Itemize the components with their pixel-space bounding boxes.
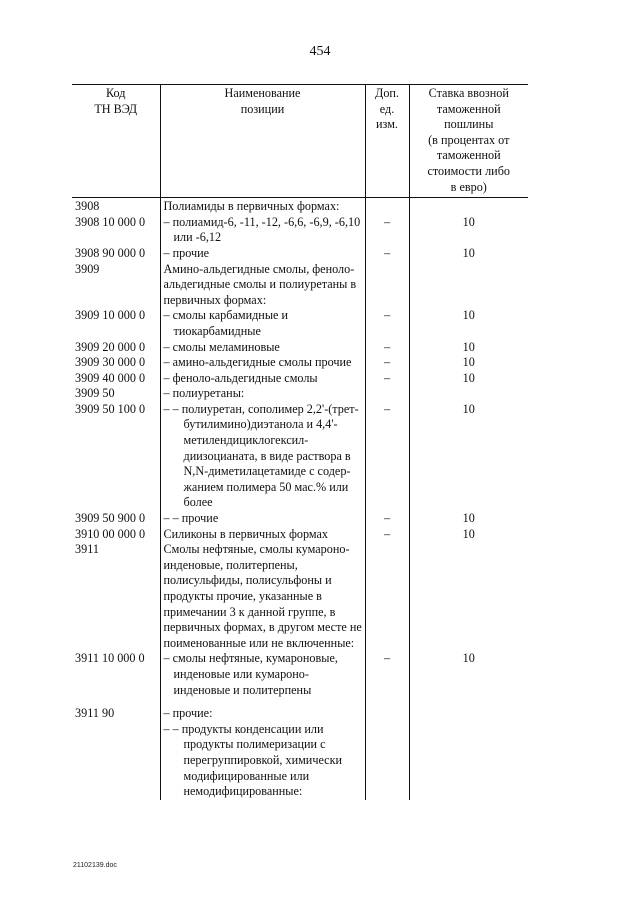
row-rate: 10 [409, 371, 528, 387]
table-row [72, 698, 528, 722]
row-rate: 10 [409, 355, 528, 371]
row-code: 3909 10 000 0 [75, 308, 146, 323]
header-rate-line: пошлины [444, 117, 494, 132]
row-name-cell [160, 402, 365, 511]
tariff-table [72, 84, 528, 800]
row-unit [365, 262, 409, 309]
row-unit: – [365, 511, 409, 527]
header-name [160, 85, 365, 198]
row-name: Силиконы в первичных формах [163, 526, 329, 541]
header-unit-line: Доп. [375, 86, 399, 100]
row-code: 3910 00 000 0 [75, 526, 146, 541]
row-rate: 10 [409, 215, 528, 246]
row-rate [409, 198, 528, 215]
row-name-cell [160, 262, 365, 309]
row-name-cell [160, 651, 365, 698]
row-name: – полиамид-6, -11, -12, -6,6, -6,9, -6,10 или -6,12 [163, 214, 361, 245]
row-rate [409, 542, 528, 651]
table-row [72, 722, 528, 800]
row-code: 3909 30 000 0 [75, 355, 146, 370]
row-name-cell [160, 698, 365, 722]
row-unit: – [365, 651, 409, 698]
row-name-cell [160, 542, 365, 651]
row-code: 3908 10 000 0 [75, 214, 146, 229]
row-code: 3909 [75, 261, 100, 276]
row-code: 3909 20 000 0 [75, 339, 146, 354]
table-row [72, 355, 528, 371]
row-rate [409, 698, 528, 722]
row-unit: – [365, 402, 409, 511]
header-unit [365, 85, 409, 198]
row-rate: 10 [409, 511, 528, 527]
header-rate-line: таможенной [436, 101, 501, 116]
table-row [72, 386, 528, 402]
row-unit: – [365, 355, 409, 371]
row-unit: – [365, 371, 409, 387]
row-code: 3911 10 000 0 [75, 651, 145, 666]
row-unit: – [365, 215, 409, 246]
footer-filename: 21102139.doc [73, 862, 117, 869]
row-rate: 10 [409, 651, 528, 698]
row-name: – полиуретаны: [163, 386, 245, 401]
row-code: 3908 [75, 199, 100, 214]
table-row [72, 246, 528, 262]
row-name: Амино-альдегидные смолы, феноло-альдегидные смолы и полиуретаны в первичных формах: [163, 261, 357, 307]
row-rate: 10 [409, 402, 528, 511]
row-name-cell [160, 215, 365, 246]
table-row [72, 527, 528, 543]
header-code-line: Код [106, 86, 126, 100]
row-rate [409, 722, 528, 800]
row-rate: 10 [409, 308, 528, 339]
row-name-cell [160, 386, 365, 402]
table-row [72, 402, 528, 511]
header-rate-line: (в процентах от [428, 132, 510, 147]
table-row [72, 651, 528, 698]
table-row [72, 308, 528, 339]
row-name: Смолы нефтяные, смолы кумароно-инденовые, политерпены, полисульфиды, полисульфоны и продукты прочие, указанные в примечании 3 к данной группе, в первичных формах, в другом месте не поименованные или не включенные: [163, 542, 362, 650]
row-unit [365, 698, 409, 722]
row-code: 3908 90 000 0 [75, 245, 146, 260]
row-name: – смолы нефтяные, кумароновые, инденовые или кумароно-инденовые и политерпены [163, 651, 338, 697]
row-name-cell [160, 722, 365, 800]
page-number: 454 [309, 44, 331, 59]
row-unit [365, 722, 409, 800]
row-unit: – [365, 308, 409, 339]
header-rate-line: стоимости либо [427, 163, 510, 178]
row-code: 3911 90 [75, 706, 115, 721]
row-rate [409, 262, 528, 309]
header-rate-line: Ставка ввозной [428, 86, 509, 100]
row-name: – – прочие [163, 511, 219, 526]
row-rate: 10 [409, 340, 528, 356]
row-name: – феноло-альдегидные смолы [163, 370, 318, 385]
header-name-line: Наименование [224, 86, 301, 100]
row-code [72, 722, 160, 800]
row-unit [365, 542, 409, 651]
row-code: 3911 [75, 542, 99, 557]
row-name-cell [160, 246, 365, 262]
table-row [72, 340, 528, 356]
row-unit: – [365, 246, 409, 262]
row-rate [409, 386, 528, 402]
row-name: – прочие [163, 245, 210, 260]
header-unit-line: ед. [379, 101, 395, 116]
table-row [72, 371, 528, 387]
header-unit-line: изм. [376, 117, 398, 132]
row-name: – – продукты конденсации или продукты полимеризации с перегруппировкой, химически модифицированные или немодифицированные: [163, 721, 343, 799]
row-code: 3909 50 100 0 [75, 401, 146, 416]
table-row [72, 262, 528, 309]
table-row [72, 215, 528, 246]
row-code: 3909 50 [75, 386, 115, 401]
row-unit: – [365, 340, 409, 356]
header-rate [409, 85, 528, 198]
row-name-cell [160, 198, 365, 215]
row-name: – прочие: [163, 706, 213, 721]
row-unit: – [365, 527, 409, 543]
header-rate-line: таможенной [436, 148, 501, 163]
row-rate: 10 [409, 527, 528, 543]
row-name-cell [160, 527, 365, 543]
header-rate-line: в евро) [450, 179, 487, 194]
table-row [72, 198, 528, 215]
row-name: – – полиуретан, сополимер 2,2'-(трет-бутилимино)диэтанола и 4,4'-метилендициклогексил-диизоцианата, в виде раствора в N,N-диметилацетамиде с содер-жанием полимера 50 мас.% или более [163, 401, 359, 510]
row-name-cell [160, 308, 365, 339]
row-code: 3909 40 000 0 [75, 370, 146, 385]
header-code [72, 85, 160, 198]
table-row [72, 511, 528, 527]
row-rate: 10 [409, 246, 528, 262]
row-name: Полиамиды в первичных формах: [163, 199, 340, 214]
row-unit [365, 386, 409, 402]
header-code-line: ТН ВЭД [94, 101, 138, 116]
table-header [72, 85, 528, 198]
row-name: – смолы меламиновые [163, 339, 280, 354]
row-name-cell [160, 511, 365, 527]
row-name-cell [160, 355, 365, 371]
row-unit [365, 198, 409, 215]
table-row [72, 542, 528, 651]
table-body [72, 198, 528, 800]
row-name: – амино-альдегидные смолы прочие [163, 355, 352, 370]
row-code: 3909 50 900 0 [75, 511, 146, 526]
row-name-cell [160, 371, 365, 387]
header-name-line: позиции [240, 101, 285, 116]
row-name-cell [160, 340, 365, 356]
row-name: – смолы карбамидные и тиокарбамидные [163, 308, 288, 338]
